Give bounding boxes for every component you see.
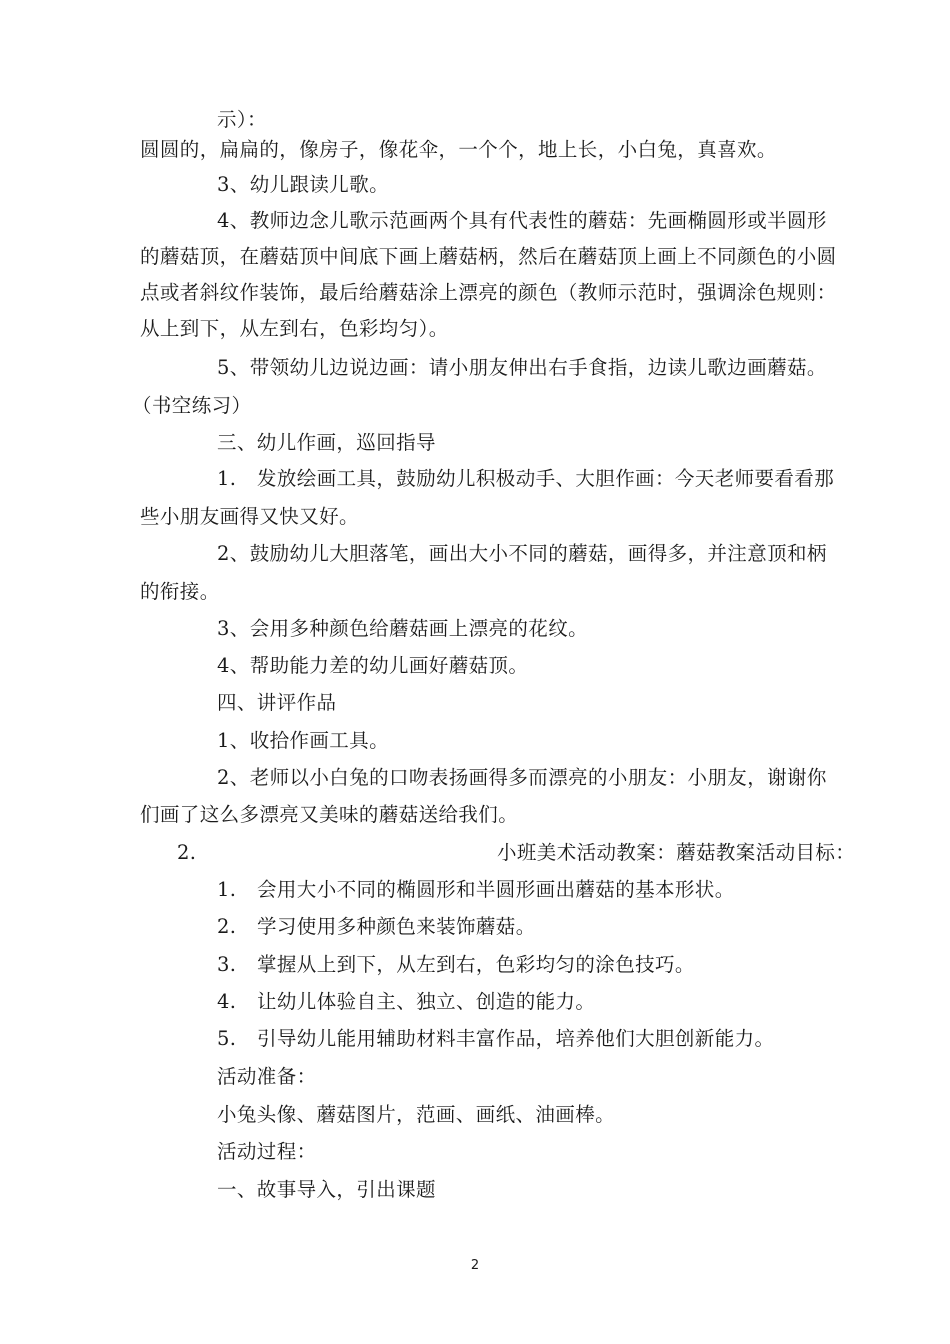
text-line: 4、教师边念儿歌示范画两个具有代表性的蘑菇：先画椭圆形或半圆形	[217, 209, 827, 232]
item-text: 发放绘画工具，鼓励幼儿积极动手、大胆作画：今天老师要看看那	[257, 467, 835, 490]
numbered-item	[217, 467, 834, 491]
text-line: 些小朋友画得又快又好。	[140, 505, 359, 528]
goal-item	[217, 878, 735, 902]
text-line: 的衔接。	[140, 580, 220, 603]
text-line: 1、收拾作画工具。	[217, 729, 390, 752]
section-heading: 四、讲评作品	[217, 691, 337, 714]
text-line: 们画了这么多漂亮又美味的蘑菇送给我们。	[140, 803, 519, 826]
text-line: 3、幼儿跟读儿歌。	[217, 173, 390, 196]
goal-item	[217, 1027, 774, 1051]
text-line: （书空练习）	[132, 394, 252, 417]
text-line: 的蘑菇顶，在蘑菇顶中间底下画上蘑菇柄，然后在蘑菇顶上画上不同颜色的小圆	[140, 245, 837, 268]
subsection-title: 小班美术活动教案：蘑菇教案活动目标：	[497, 841, 856, 864]
section-heading: 三、幼儿作画，巡回指导	[217, 431, 436, 454]
item-text: 让幼儿体验自主、独立、创造的能力。	[257, 990, 596, 1013]
text-line: 小兔头像、蘑菇图片，范画、画纸、油画棒。	[217, 1103, 616, 1126]
text-line: 点或者斜纹作装饰，最后给蘑菇涂上漂亮的颜色（教师示范时，强调涂色规则：	[140, 281, 837, 304]
goal-item	[217, 915, 536, 939]
goal-item	[217, 953, 695, 977]
item-text: 学习使用多种颜色来装饰蘑菇。	[257, 915, 536, 938]
text-line: 2、老师以小白兔的口吻表扬画得多而漂亮的小朋友：小朋友，谢谢你	[217, 766, 827, 789]
text-line: 4、帮助能力差的幼儿画好蘑菇顶。	[217, 654, 529, 677]
item-text: 会用大小不同的椭圆形和半圆形画出蘑菇的基本形状。	[257, 878, 735, 901]
item-text: 掌握从上到下，从左到右，色彩均匀的涂色技巧。	[257, 953, 695, 976]
item-number: 5.	[217, 1027, 237, 1050]
text-line: 3、会用多种颜色给蘑菇画上漂亮的花纹。	[217, 617, 589, 640]
text-line: 一、故事导入，引出课题	[217, 1178, 436, 1201]
section-heading: 活动过程：	[217, 1140, 317, 1163]
text-line: 从上到下，从左到右，色彩均匀）。	[140, 317, 449, 340]
text-line: 2、鼓励幼儿大胆落笔，画出大小不同的蘑菇，画得多，并注意顶和柄	[217, 542, 827, 565]
item-number: 4.	[217, 990, 237, 1013]
text-line: 示）：	[217, 108, 267, 131]
text-line: 5、带领幼儿边说边画：请小朋友伸出右手食指，边读儿歌边画蘑菇。	[217, 356, 827, 379]
item-number: 1.	[217, 467, 237, 490]
item-number: 1.	[217, 878, 237, 901]
item-number: 2.	[217, 915, 237, 938]
item-text: 引导幼儿能用辅助材料丰富作品，培养他们大胆创新能力。	[257, 1027, 775, 1050]
item-number: 2.	[177, 841, 197, 864]
item-number: 3.	[217, 953, 237, 976]
text-line: 圆圆的，扁扁的，像房子，像花伞，一个个，地上长，小白兔，真喜欢。	[140, 138, 777, 161]
goal-item	[217, 990, 595, 1014]
page-number: 2	[470, 1258, 480, 1273]
section-heading: 活动准备：	[217, 1065, 317, 1088]
